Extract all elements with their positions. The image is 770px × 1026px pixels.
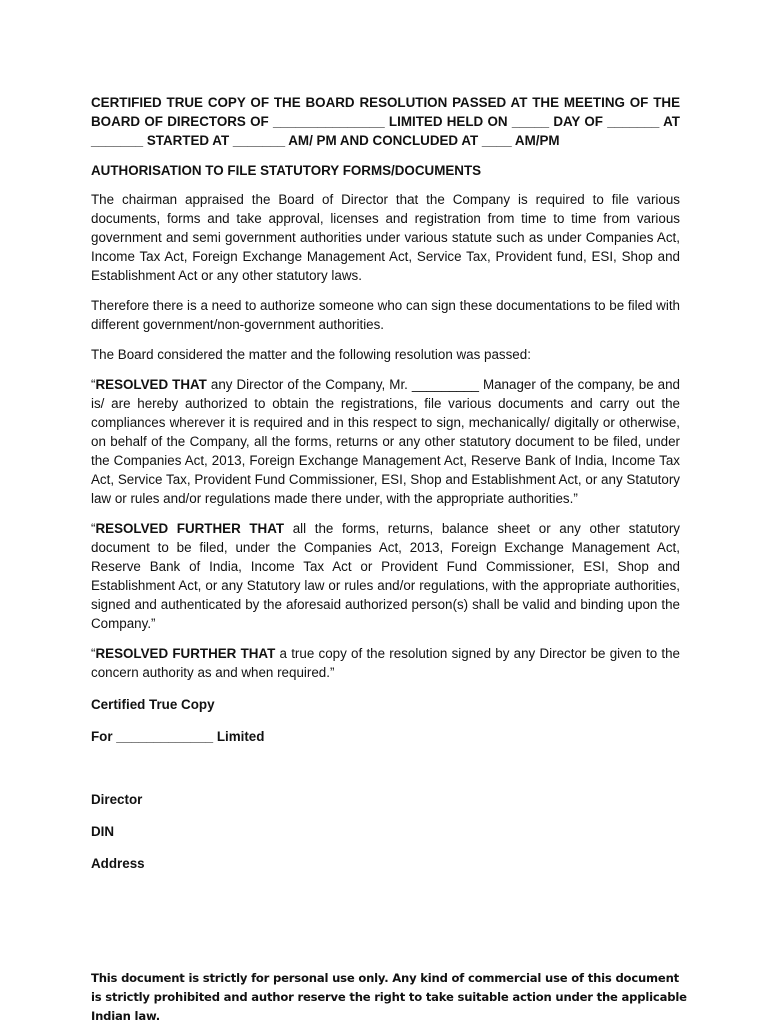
resolution-text: a true copy of the resolution signed by any Director be given to the concern authority as and when required.” [91,646,680,680]
resolution-3 [91,644,680,682]
resolution-1 [91,375,680,508]
din-label: DIN [91,824,115,839]
certified-true-copy: Certified True Copy [91,697,215,712]
resolution-lead: RESOLVED FURTHER THAT [95,646,276,661]
director-label: Director [91,792,143,807]
quote-mark: “ [91,521,96,536]
quote-mark: “ [91,646,96,661]
quote-mark: “ [91,377,96,392]
paragraph-board-considered: The Board considered the matter and the following resolution was passed: [91,347,531,362]
footer-disclaimer: This document is strictly for personal use only. Any kind of commercial use of this document is strictly prohibited and author reserve the right to take suitable action under the applicable Indian law. [91,971,687,1023]
paragraph-authorize-need: Therefore there is a need to authorize someone who can sign these documentations to be filed with different government/non-government authorities. [91,298,680,332]
resolution-text: all the forms, returns, balance sheet or any other statutory document to be filed, under the Companies Act, 2013, Foreign Exchange Management Act, Reserve Bank of India, Income Tax Act or Provident Fund Commissioner, ESI, Shop and Establishment Act, or any Statutory law or rules and/or regulations, with the appropriate authorities, signed and authenticated by the aforesaid authorized person(s) shall be valid and binding upon the Company.” [91,521,680,631]
resolution-lead: RESOLVED THAT [95,377,207,392]
section-heading: AUTHORISATION TO FILE STATUTORY FORMS/DOCUMENTS [91,163,482,178]
document-title: CERTIFIED TRUE COPY OF THE BOARD RESOLUTION PASSED AT THE MEETING OF THE BOARD OF DIRECTORS OF _______________ LIMITED HELD ON _____ DAY OF _______ AT _______ STARTED AT _______ AM/ PM AND CONCLUDED AT ____ AM/PM [91,95,680,148]
address-label: Address [91,856,145,871]
resolution-lead: RESOLVED FURTHER THAT [95,521,285,536]
document-page [91,93,680,873]
paragraph-chairman: The chairman appraised the Board of Director that the Company is required to file various documents, forms and take approval, licenses and registration from time to time from various government and semi government authorities under various statute such as under Companies Act, Income Tax Act, Foreign Exchange Management Act, Service Tax, Provident fund, ESI, Shop and Establishment Act or any other statutory laws. [91,192,680,283]
resolution-2 [91,519,680,633]
for-company-line: For _____________ Limited [91,729,265,744]
resolution-text: any Director of the Company, Mr. _________ Manager of the company, be and is/ are hereby authorized to obtain the registrations, file various documents and carry out the compliances wherever it is required and in this respect to sign, mechanically/ digitally or otherwise, on behalf of the Company, all the forms, returns or any other statutory document to be filed, under the Companies Act, 2013, Foreign Exchange Management Act, Reserve Bank of India, Income Tax Act, Service Tax, Provident Fund Commissioner, ESI, Shop and Establishment Act, or any Statutory law or rules and/or regulations made there under, with the appropriate authorities.” [91,377,681,506]
